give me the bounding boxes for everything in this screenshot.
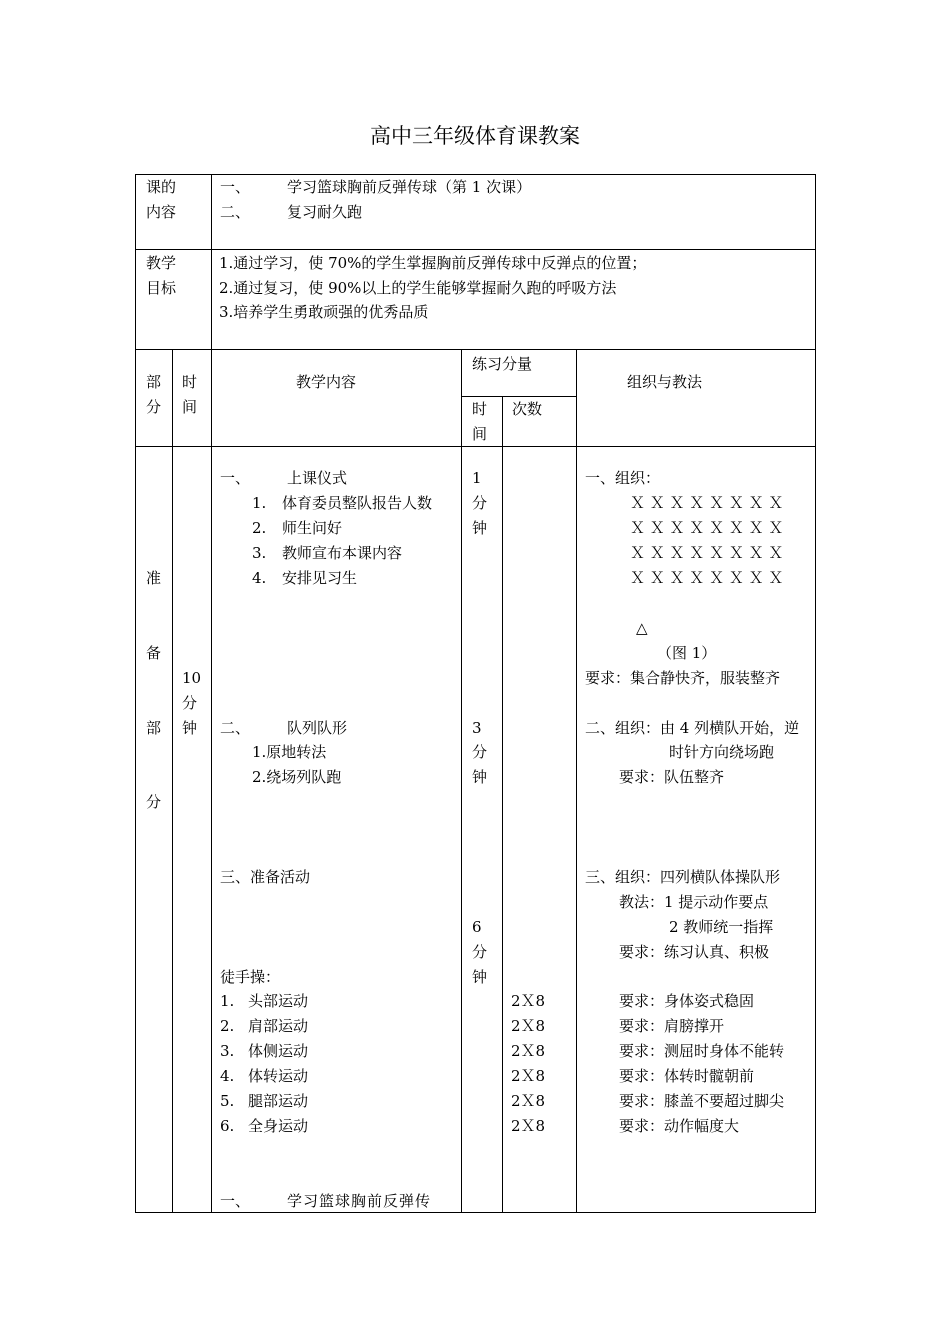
load-time-char: 3 — [472, 719, 482, 737]
teacher-triangle-icon: △ — [636, 619, 648, 637]
header-part: 分 — [146, 398, 162, 416]
load-time-char: 6 — [472, 918, 482, 936]
lesson-item-text: 学习篮球胸前反弹传球（第 1 次课） — [287, 178, 532, 196]
lesson-content-label: 内容 — [146, 203, 177, 221]
list-item-number: 3. — [252, 544, 267, 562]
list-item-number: 2. — [220, 1017, 235, 1035]
org-text: 三、组织：四列横队体操队形 — [585, 868, 781, 886]
goal-item: 3.培养学生勇敢顽强的优秀品质 — [219, 303, 429, 321]
lesson-item-text: 复习耐久跑 — [287, 203, 363, 221]
time-char: 10 — [182, 669, 202, 687]
header-load-time: 间 — [472, 425, 488, 443]
header-time: 间 — [182, 398, 198, 416]
content-section-number: 二、 — [220, 719, 251, 737]
list-item-number: 1. — [220, 992, 235, 1010]
org-requirement: 要求：集合静快齐，服装整齐 — [585, 669, 781, 687]
load-time-char: 分 — [472, 494, 488, 512]
list-item: 2.绕场列队跑 — [252, 768, 342, 786]
header-part: 部 — [146, 373, 162, 391]
header-load-count: 次数 — [512, 400, 543, 418]
list-item-number: 5. — [220, 1092, 235, 1110]
teaching-goals-label: 教学 — [146, 254, 177, 272]
formation-row: Ｘ Ｘ Ｘ Ｘ Ｘ Ｘ Ｘ Ｘ — [630, 569, 784, 587]
load-time-char: 钟 — [472, 519, 488, 537]
load-count: 2Ｘ8 — [511, 992, 546, 1010]
list-item-number: 4. — [220, 1067, 235, 1085]
load-count: 2Ｘ8 — [511, 1092, 546, 1110]
org-method: 教法：1 提示动作要点 — [619, 893, 769, 911]
load-time-char: 钟 — [472, 968, 488, 986]
content-section-number: 一、 — [220, 1192, 251, 1210]
formation-row: Ｘ Ｘ Ｘ Ｘ Ｘ Ｘ Ｘ Ｘ — [630, 494, 784, 512]
page-title: 高中三年级体育课教案 — [370, 124, 580, 148]
list-item-number: 2. — [252, 519, 267, 537]
figure-label: （图 1） — [657, 644, 717, 662]
org-requirement: 要求：练习认真、积极 — [619, 943, 770, 961]
formation-row: Ｘ Ｘ Ｘ Ｘ Ｘ Ｘ Ｘ Ｘ — [630, 544, 784, 562]
load-count: 2Ｘ8 — [511, 1067, 546, 1085]
org-requirement: 要求：肩膀撑开 — [619, 1017, 725, 1035]
list-item: 腿部运动 — [248, 1092, 309, 1110]
goal-item: 2.通过复习，使 90%以上的学生能够掌握耐久跑的呼吸方法 — [219, 279, 617, 297]
part-char: 部 — [146, 719, 162, 737]
org-requirement: 要求：身体姿式稳固 — [619, 992, 755, 1010]
org-requirement: 要求：膝盖不要超过脚尖 — [619, 1092, 785, 1110]
list-item-number: 3. — [220, 1042, 235, 1060]
org-method: 2 教师统一指挥 — [669, 918, 774, 936]
content-section-title: 队列队形 — [287, 719, 348, 737]
content-section-number: 一、 — [220, 469, 251, 487]
list-item: 全身运动 — [248, 1117, 309, 1135]
load-time-char: 分 — [472, 743, 488, 761]
org-requirement: 要求：体转时髋朝前 — [619, 1067, 755, 1085]
org-requirement: 要求：测屈时身体不能转 — [619, 1042, 785, 1060]
load-count: 2Ｘ8 — [511, 1042, 546, 1060]
content-subheading: 徒手操： — [220, 968, 281, 986]
org-text: 时针方向绕场跑 — [669, 743, 775, 761]
list-item-number: 1. — [252, 494, 267, 512]
header-load: 练习分量 — [472, 355, 533, 373]
lesson-item-number: 二、 — [220, 203, 251, 221]
list-item-number: 6. — [220, 1117, 235, 1135]
org-requirement: 要求：动作幅度大 — [619, 1117, 740, 1135]
list-item: 教师宣布本课内容 — [282, 544, 403, 562]
part-char: 准 — [146, 569, 162, 587]
content-section-title: 上课仪式 — [287, 469, 348, 487]
list-item: 师生问好 — [282, 519, 343, 537]
list-item-number: 4. — [252, 569, 267, 587]
goal-item: 1.通过学习，使 70%的学生掌握胸前反弹传球中反弹点的位置； — [219, 254, 647, 272]
part-char: 分 — [146, 793, 162, 811]
org-label: 一、组织： — [585, 469, 661, 487]
content-section-title: 学习篮球胸前反弹传 — [287, 1192, 432, 1210]
org-text: 二、组织：由 4 列横队开始，逆 — [585, 719, 800, 737]
formation-row: Ｘ Ｘ Ｘ Ｘ Ｘ Ｘ Ｘ Ｘ — [630, 519, 784, 537]
teaching-goals-label: 目标 — [146, 279, 177, 297]
part-char: 备 — [146, 644, 162, 662]
time-char: 钟 — [182, 719, 198, 737]
load-time-char: 1 — [472, 469, 482, 487]
list-item: 体转运动 — [248, 1067, 309, 1085]
load-count: 2Ｘ8 — [511, 1017, 546, 1035]
header-load-time: 时 — [472, 400, 488, 418]
list-item: 体育委员整队报告人数 — [282, 494, 433, 512]
lesson-content-label: 课的 — [146, 178, 177, 196]
list-item: 安排见习生 — [282, 569, 358, 587]
list-item: 体侧运动 — [248, 1042, 309, 1060]
lesson-item-number: 一、 — [220, 178, 251, 196]
list-item: 头部运动 — [248, 992, 309, 1010]
content-section-title: 三、准备活动 — [220, 868, 311, 886]
header-time: 时 — [182, 373, 198, 391]
header-org: 组织与教法 — [627, 373, 703, 391]
list-item: 1.原地转法 — [252, 743, 327, 761]
load-count: 2Ｘ8 — [511, 1117, 546, 1135]
list-item: 肩部运动 — [248, 1017, 309, 1035]
time-char: 分 — [182, 694, 198, 712]
load-time-char: 钟 — [472, 768, 488, 786]
load-time-char: 分 — [472, 943, 488, 961]
header-content: 教学内容 — [296, 373, 357, 391]
org-requirement: 要求：队伍整齐 — [619, 768, 725, 786]
